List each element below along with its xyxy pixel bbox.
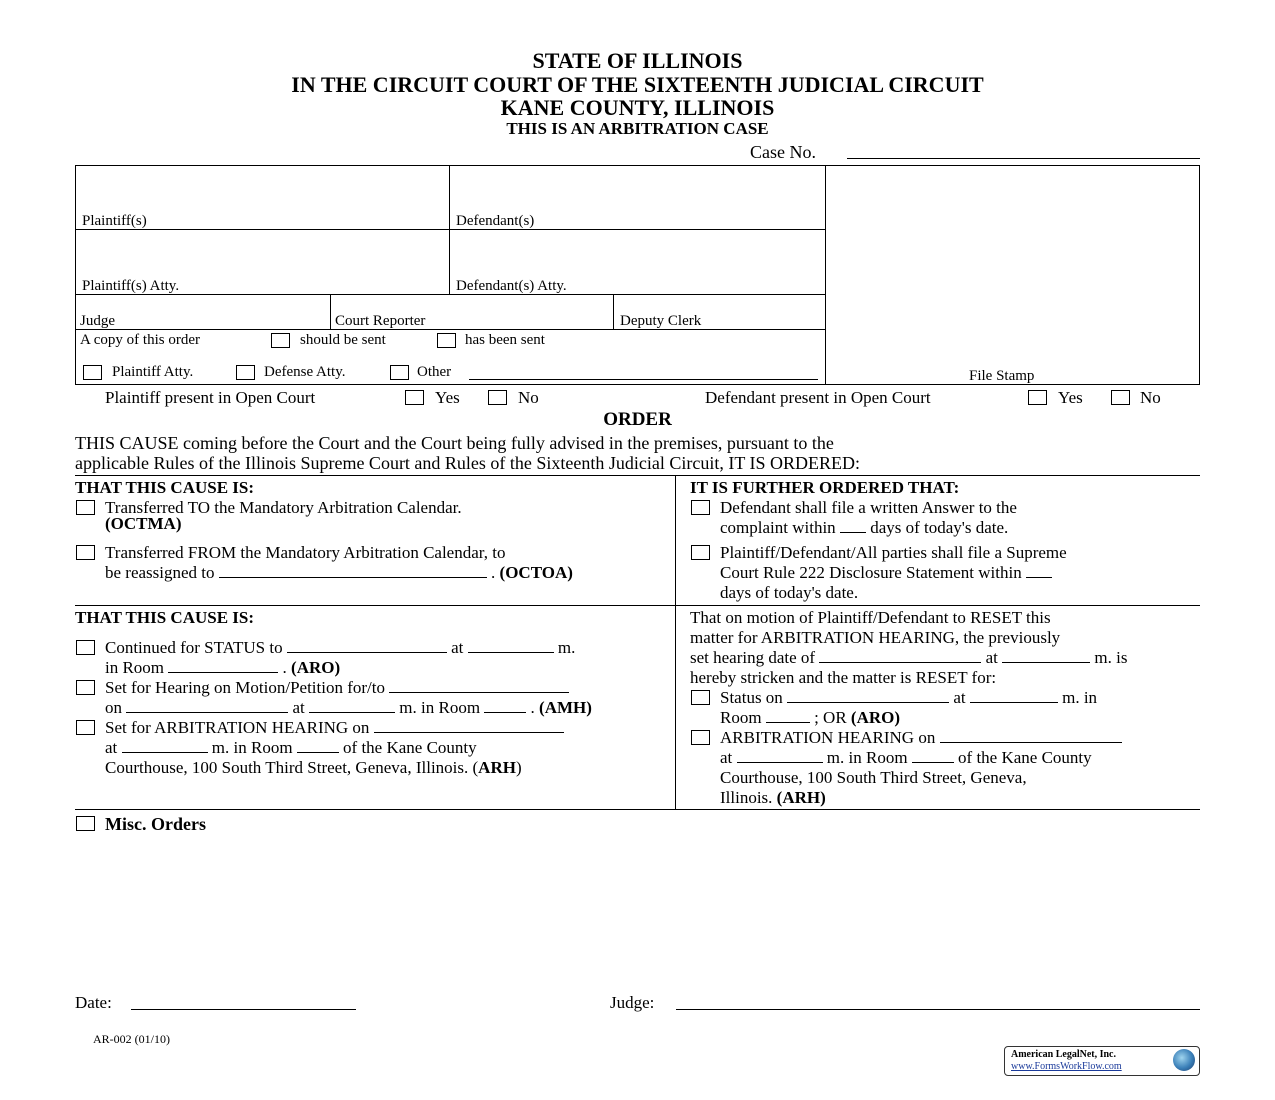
motion-hearing-line1: Set for Hearing on Motion/Petition for/to: [105, 678, 569, 698]
motion-date-field[interactable]: [126, 698, 288, 713]
disclosure-line1: Plaintiff/Defendant/All parties shall file a Supreme: [720, 543, 1067, 562]
status-checkbox[interactable]: [76, 640, 95, 655]
status-room-field[interactable]: [168, 658, 278, 673]
arbitration-checkbox[interactable]: [76, 720, 95, 735]
defendant-present-no: No: [1140, 388, 1161, 407]
plaintiff-present-yes: Yes: [435, 388, 460, 407]
status-date-field[interactable]: [287, 638, 447, 653]
motion-code: (AMH): [539, 698, 592, 717]
file-stamp-label: File Stamp: [969, 368, 1035, 384]
disclosure-days-field[interactable]: [1026, 563, 1052, 578]
has-been-sent-checkbox[interactable]: [437, 333, 456, 348]
defendant-present-yes-checkbox[interactable]: [1028, 390, 1047, 405]
transfer-to-code: (OCTMA): [105, 514, 182, 533]
date-field[interactable]: [131, 1009, 356, 1010]
order-intro-line2: applicable Rules of the Illinois Supreme Court and Rules of the Sixteenth Judicial Circuit, IT IS ORDERED:: [75, 453, 861, 473]
form-id: AR-002 (01/10): [93, 1032, 170, 1046]
arbitration-room-field[interactable]: [297, 738, 339, 753]
arbitration-line1: Set for ARBITRATION HEARING on: [105, 718, 564, 738]
order-intro-line1: THIS CAUSE coming before the Court and the Court being fully advised in the premises, pursuant to the: [75, 433, 834, 453]
sec1-left-heading: THAT THIS CAUSE IS:: [75, 478, 255, 497]
header-state: STATE OF ILLINOIS: [532, 48, 743, 73]
plaintiff-present-yes-checkbox[interactable]: [405, 390, 424, 405]
defendant-present-label: Defendant present in Open Court: [705, 388, 931, 407]
transfer-from-line1: Transferred FROM the Mandatory Arbitration Calendar, to: [105, 543, 506, 562]
plaintiff-present-no: No: [518, 388, 539, 407]
reset-line2: matter for ARBITRATION HEARING, the previously: [690, 628, 1061, 647]
case-no-field[interactable]: [847, 158, 1200, 159]
plaintiff-atty-label: Plaintiff(s) Atty.: [82, 278, 180, 294]
court-reporter-label: Court Reporter: [335, 313, 426, 329]
plaintiff-present-no-checkbox[interactable]: [488, 390, 507, 405]
reset-status-room-field[interactable]: [766, 708, 810, 723]
answer-line2: complaint within days of today's date.: [720, 518, 1009, 537]
arbitration-date-field[interactable]: [374, 718, 564, 733]
brand-url[interactable]: www.FormsWorkFlow.com: [1011, 1061, 1122, 1072]
status-code: (ARO): [291, 658, 341, 677]
sec1-right-heading: IT IS FURTHER ORDERED THAT:: [690, 478, 960, 497]
reset-line1: That on motion of Plaintiff/Defendant to RESET this: [690, 608, 1051, 627]
arbitration-code: ARH: [478, 758, 516, 777]
plaintiff-present-label: Plaintiff present in Open Court: [105, 388, 316, 407]
disclosure-line2: Court Rule 222 Disclosure Statement within: [720, 563, 1052, 583]
other-option: Other: [417, 364, 452, 380]
reset-arbitration-code: (ARH): [776, 788, 826, 807]
case-no-label: Case No.: [750, 142, 816, 162]
reset-prev-time-field[interactable]: [1002, 648, 1090, 663]
copy-label: A copy of this order: [80, 332, 200, 348]
judge-signature-label: Judge:: [610, 993, 655, 1012]
header-court: IN THE CIRCUIT COURT OF THE SIXTEENTH JUDICIAL CIRCUIT: [291, 72, 984, 97]
reset-arbitration-date-field[interactable]: [940, 728, 1122, 743]
motion-hearing-checkbox[interactable]: [76, 680, 95, 695]
sec2-left-heading: THAT THIS CAUSE IS:: [75, 608, 255, 627]
reset-line3: set hearing date of at m. is: [690, 648, 1128, 667]
reset-status-line1: Status on at m. in: [720, 688, 1098, 707]
reset-line4: hereby stricken and the matter is RESET for:: [690, 668, 997, 687]
motion-time-field[interactable]: [309, 698, 395, 713]
answer-line1: Defendant shall file a written Answer to the: [720, 498, 1017, 517]
judge-label: Judge: [80, 313, 115, 329]
arbitration-line3: Courthouse, 100 South Third Street, Geneva, Illinois. (ARH): [105, 758, 522, 777]
date-label: Date:: [75, 993, 112, 1012]
reset-status-code: (ARO): [850, 708, 901, 727]
motion-for-field[interactable]: [389, 678, 569, 693]
transfer-from-checkbox[interactable]: [76, 545, 95, 560]
defense-atty-checkbox[interactable]: [236, 365, 255, 380]
transfer-to-checkbox[interactable]: [76, 500, 95, 515]
reset-arbitration-room-field[interactable]: [912, 748, 954, 763]
reset-arbitration-checkbox[interactable]: [691, 730, 710, 745]
reset-status-date-field[interactable]: [787, 688, 949, 703]
header-case-type: THIS IS AN ARBITRATION CASE: [506, 119, 769, 138]
misc-orders-label: Misc. Orders: [105, 814, 206, 834]
has-been-sent-label: has been sent: [465, 332, 545, 348]
plaintiff-atty-option: Plaintiff Atty.: [112, 364, 194, 380]
reset-arbitration-line1: ARBITRATION HEARING on: [720, 728, 1122, 748]
disclosure-line3: days of today's date.: [720, 583, 859, 602]
disclosure-checkbox[interactable]: [691, 545, 710, 560]
arbitration-line2: at m. in Room of the Kane County: [105, 738, 477, 757]
transfer-from-line2: be reassigned to . (OCTOA): [105, 563, 573, 582]
defense-atty-option: Defense Atty.: [264, 364, 346, 380]
should-be-sent-label: should be sent: [300, 332, 386, 348]
motion-room-field[interactable]: [484, 698, 526, 713]
reset-arbitration-line3: Courthouse, 100 South Third Street, Geneva,: [720, 768, 1027, 787]
globe-icon: [1173, 1049, 1195, 1071]
reassigned-to-field[interactable]: [219, 563, 487, 578]
defendant-present-yes: Yes: [1058, 388, 1083, 407]
answer-days-field[interactable]: [840, 518, 866, 533]
reset-arbitration-line2: at m. in Room of the Kane County: [720, 748, 1092, 767]
plaintiff-label: Plaintiff(s): [82, 213, 147, 229]
other-checkbox[interactable]: [390, 365, 409, 380]
reset-status-checkbox[interactable]: [691, 690, 710, 705]
header-county: KANE COUNTY, ILLINOIS: [500, 95, 775, 120]
transfer-to-text: Transferred TO the Mandatory Arbitration Calendar.: [105, 498, 462, 517]
reset-status-time-field[interactable]: [970, 688, 1058, 703]
deputy-clerk-label: Deputy Clerk: [620, 313, 702, 329]
defendant-atty-label: Defendant(s) Atty.: [456, 278, 567, 294]
answer-checkbox[interactable]: [691, 500, 710, 515]
order-title: ORDER: [603, 409, 672, 430]
motion-hearing-line2: on at m. in Room . (AMH): [105, 698, 592, 717]
defendant-present-no-checkbox[interactable]: [1111, 390, 1130, 405]
plaintiff-atty-checkbox[interactable]: [83, 365, 102, 380]
brand-logo: [1004, 1046, 1200, 1076]
reset-arbitration-time-field[interactable]: [737, 748, 823, 763]
status-time-field[interactable]: [468, 638, 554, 653]
other-field[interactable]: [469, 379, 818, 380]
defendant-label: Defendant(s): [456, 213, 535, 229]
should-be-sent-checkbox[interactable]: [271, 333, 290, 348]
reset-prev-date-field[interactable]: [819, 648, 981, 663]
judge-signature-field[interactable]: [676, 1009, 1200, 1010]
misc-orders-checkbox[interactable]: [76, 816, 95, 831]
reset-arbitration-line4: Illinois. (ARH): [720, 788, 826, 807]
brand-name: American LegalNet, Inc.: [1011, 1049, 1116, 1060]
transfer-from-code: (OCTOA): [499, 563, 573, 582]
arbitration-time-field[interactable]: [122, 738, 208, 753]
reset-status-line2: Room ; OR (ARO): [720, 708, 901, 727]
status-line1: Continued for STATUS to at m.: [105, 638, 576, 657]
status-line2: in Room . (ARO): [105, 658, 341, 677]
